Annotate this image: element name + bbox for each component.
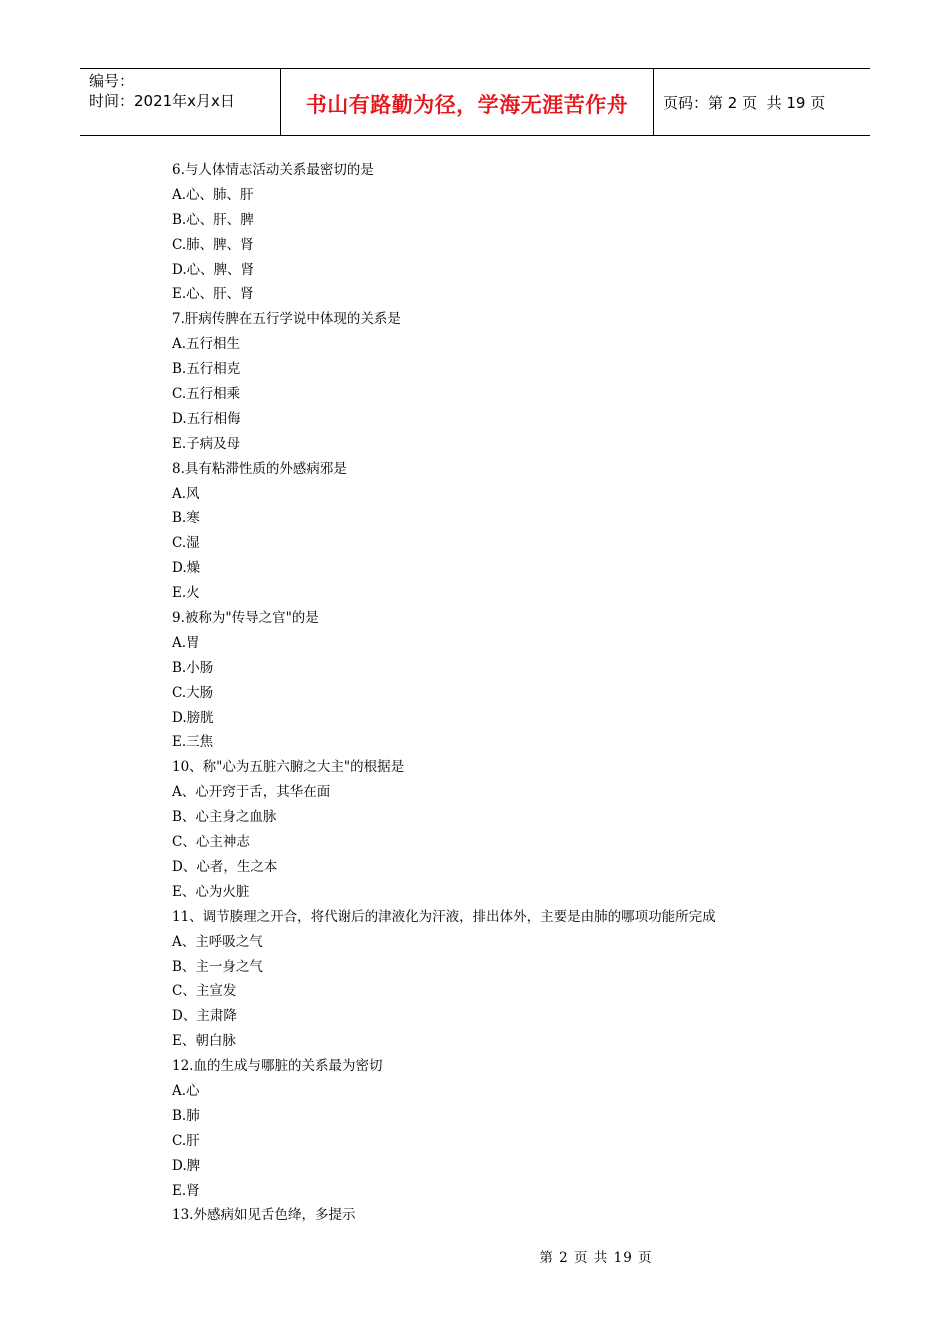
answer-option: B、主一身之气 (172, 958, 263, 975)
answer-option: E、心为火脏 (172, 883, 250, 900)
header-page-info: 页码：第 2 页 共 19 页 (663, 93, 826, 112)
answer-option: C、心主神志 (172, 834, 250, 851)
answer-option: E.肾 (172, 1182, 200, 1199)
answer-option: D.燥 (172, 560, 201, 577)
answer-option: D.脾 (172, 1157, 201, 1174)
document-number-label: 编号： (89, 72, 135, 90)
answer-option: A.胃 (172, 634, 200, 651)
answer-option: C.五行相乘 (172, 386, 241, 403)
answer-option: D.心、脾、肾 (172, 261, 255, 278)
page-footer: 第 2 页 共 19 页 (539, 1250, 653, 1266)
answer-option: A、主呼吸之气 (172, 933, 263, 950)
answer-option: B.肺 (172, 1107, 200, 1124)
header-page-cell (654, 69, 870, 135)
answer-option: D、心者，生之本 (172, 858, 278, 875)
question-text: 10、称"心为五脏六腑之大主"的根据是 (172, 759, 405, 776)
answer-option: A.心 (172, 1082, 200, 1099)
answer-option: A.五行相生 (172, 336, 241, 353)
document-time-label: 时间：2021年x月x日 (89, 92, 235, 110)
answer-option: E.子病及母 (172, 435, 241, 452)
answer-option: D.膀胱 (172, 709, 214, 726)
question-list (172, 158, 872, 1228)
answer-option: D、主肃降 (172, 1008, 237, 1025)
answer-option: C.肺、脾、肾 (172, 236, 254, 253)
question-text: 13.外感病如见舌色绛，多提示 (172, 1207, 356, 1224)
answer-option: B.小肠 (172, 659, 214, 676)
question-text: 11、调节腠理之开合，将代谢后的津液化为汗液，排出体外，主要是由肺的哪项功能所完成 (172, 908, 716, 925)
answer-option: A.心、肺、肝 (172, 186, 254, 203)
question-text: 6.与人体情志活动关系最密切的是 (172, 162, 374, 178)
answer-option: C.大肠 (172, 684, 214, 701)
answer-option: C.肝 (172, 1132, 200, 1149)
question-text: 8.具有粘滞性质的外感病邪是 (172, 460, 347, 477)
answer-option: E.三焦 (172, 734, 214, 751)
page-header (80, 68, 870, 136)
answer-option: D.五行相侮 (172, 410, 241, 427)
answer-option: A、心开窍于舌，其华在面 (172, 784, 331, 801)
answer-option: B.寒 (172, 510, 200, 527)
answer-option: C、主宣发 (172, 983, 237, 1000)
question-text: 12.血的生成与哪脏的关系最为密切 (172, 1058, 383, 1075)
answer-option: B.五行相克 (172, 361, 241, 378)
answer-option: E.心、肝、肾 (172, 286, 254, 303)
answer-option: B.心、肝、脾 (172, 211, 254, 228)
answer-option: E、朝白脉 (172, 1033, 236, 1050)
question-text: 7.肝病传脾在五行学说中体现的关系是 (172, 311, 401, 328)
answer-option: A.风 (172, 485, 200, 502)
answer-option: B、心主身之血脉 (172, 809, 277, 826)
answer-option: E.火 (172, 585, 200, 602)
answer-option: C.湿 (172, 535, 200, 552)
question-text: 9.被称为"传导之官"的是 (172, 610, 319, 627)
header-meta (80, 69, 281, 135)
header-motto: 书山有路勤为径，学海无涯苦作舟 (305, 93, 629, 117)
header-motto-cell (281, 69, 654, 135)
